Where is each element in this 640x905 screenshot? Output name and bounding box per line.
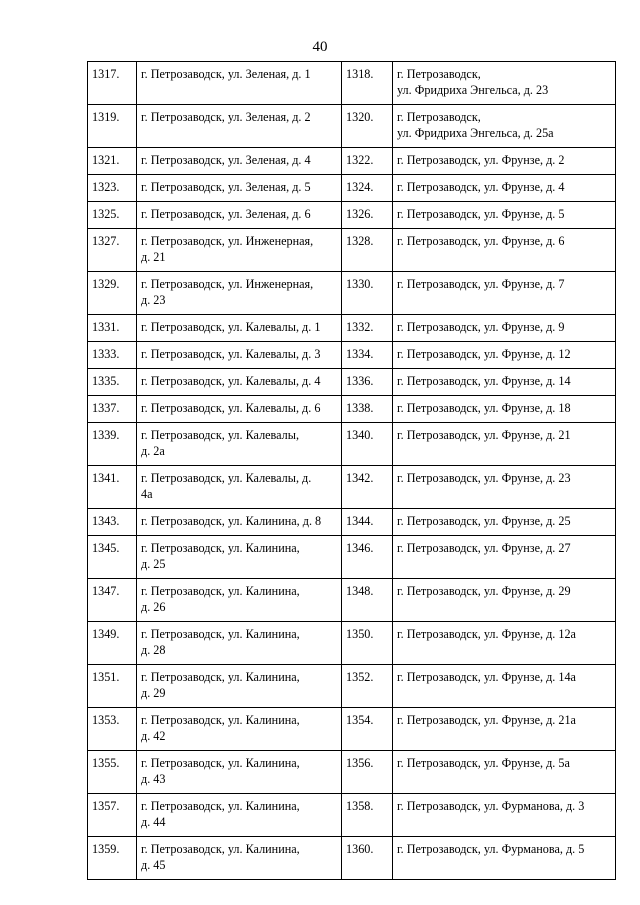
table-row <box>88 708 616 751</box>
entry-address: г. Петрозаводск, ул. Калевалы, д. 1 <box>137 315 342 342</box>
table-row <box>88 175 616 202</box>
table-row <box>88 62 616 105</box>
entry-number: 1349. <box>88 622 137 665</box>
entry-number: 1326. <box>342 202 393 229</box>
entry-address: г. Петрозаводск, ул. Фрунзе, д. 12а <box>393 622 616 665</box>
entry-address: г. Петрозаводск, ул. Зеленая, д. 2 <box>137 105 342 148</box>
entry-address: г. Петрозаводск, ул. Калинина, д. 43 <box>137 751 342 794</box>
table-row <box>88 536 616 579</box>
entry-number: 1327. <box>88 229 137 272</box>
entry-number: 1359. <box>88 837 137 880</box>
entry-number: 1352. <box>342 665 393 708</box>
table-row <box>88 369 616 396</box>
table-row <box>88 622 616 665</box>
entry-number: 1324. <box>342 175 393 202</box>
entry-address: г. Петрозаводск, ул. Инженерная, д. 21 <box>137 229 342 272</box>
entry-number: 1325. <box>88 202 137 229</box>
entry-address: г. Петрозаводск, ул. Калевалы, д. 4 <box>137 369 342 396</box>
entry-number: 1334. <box>342 342 393 369</box>
entry-address: г. Петрозаводск, ул. Калевалы, д. 4а <box>137 466 342 509</box>
entry-number: 1318. <box>342 62 393 105</box>
entry-number: 1330. <box>342 272 393 315</box>
entry-number: 1356. <box>342 751 393 794</box>
entry-number: 1342. <box>342 466 393 509</box>
entry-number: 1340. <box>342 423 393 466</box>
entry-number: 1337. <box>88 396 137 423</box>
entry-address: г. Петрозаводск, ул. Фрунзе, д. 4 <box>393 175 616 202</box>
table-row <box>88 837 616 880</box>
table-row <box>88 466 616 509</box>
address-table-body <box>88 62 616 880</box>
entry-address: г. Петрозаводск, ул. Фридриха Энгельса, д. 23 <box>393 62 616 105</box>
table-row <box>88 751 616 794</box>
entry-address: г. Петрозаводск, ул. Фрунзе, д. 29 <box>393 579 616 622</box>
entry-address: г. Петрозаводск, ул. Фрунзе, д. 14а <box>393 665 616 708</box>
entry-number: 1320. <box>342 105 393 148</box>
entry-number: 1333. <box>88 342 137 369</box>
entry-address: г. Петрозаводск, ул. Зеленая, д. 4 <box>137 148 342 175</box>
entry-address: г. Петрозаводск, ул. Калевалы, д. 2а <box>137 423 342 466</box>
table-row <box>88 105 616 148</box>
table-row <box>88 229 616 272</box>
entry-address: г. Петрозаводск, ул. Фрунзе, д. 27 <box>393 536 616 579</box>
entry-number: 1339. <box>88 423 137 466</box>
entry-number: 1341. <box>88 466 137 509</box>
entry-number: 1358. <box>342 794 393 837</box>
entry-number: 1345. <box>88 536 137 579</box>
entry-address: г. Петрозаводск, ул. Фрунзе, д. 12 <box>393 342 616 369</box>
table-row <box>88 509 616 536</box>
entry-number: 1353. <box>88 708 137 751</box>
entry-number: 1344. <box>342 509 393 536</box>
entry-address: г. Петрозаводск, ул. Фрунзе, д. 23 <box>393 466 616 509</box>
table-row <box>88 342 616 369</box>
entry-address: г. Петрозаводск, ул. Фрунзе, д. 6 <box>393 229 616 272</box>
entry-address: г. Петрозаводск, ул. Калинина, д. 29 <box>137 665 342 708</box>
table-row <box>88 315 616 342</box>
entry-number: 1323. <box>88 175 137 202</box>
entry-number: 1321. <box>88 148 137 175</box>
entry-number: 1350. <box>342 622 393 665</box>
entry-address: г. Петрозаводск, ул. Фрунзе, д. 25 <box>393 509 616 536</box>
entry-address: г. Петрозаводск, ул. Зеленая, д. 5 <box>137 175 342 202</box>
entry-number: 1351. <box>88 665 137 708</box>
entry-number: 1329. <box>88 272 137 315</box>
entry-address: г. Петрозаводск, ул. Фрунзе, д. 21 <box>393 423 616 466</box>
entry-address: г. Петрозаводск, ул. Калинина, д. 42 <box>137 708 342 751</box>
entry-address: г. Петрозаводск, ул. Калинина, д. 25 <box>137 536 342 579</box>
entry-number: 1336. <box>342 369 393 396</box>
entry-number: 1360. <box>342 837 393 880</box>
entry-address: г. Петрозаводск, ул. Калинина, д. 44 <box>137 794 342 837</box>
entry-address: г. Петрозаводск, ул. Калинина, д. 28 <box>137 622 342 665</box>
entry-number: 1343. <box>88 509 137 536</box>
page-number: 40 <box>312 39 328 55</box>
table-row <box>88 579 616 622</box>
entry-address: г. Петрозаводск, ул. Зеленая, д. 1 <box>137 62 342 105</box>
table-row <box>88 396 616 423</box>
entry-address: г. Петрозаводск, ул. Фридриха Энгельса, д. 25а <box>393 105 616 148</box>
entry-number: 1348. <box>342 579 393 622</box>
entry-number: 1328. <box>342 229 393 272</box>
entry-address: г. Петрозаводск, ул. Калевалы, д. 3 <box>137 342 342 369</box>
entry-address: г. Петрозаводск, ул. Калинина, д. 8 <box>137 509 342 536</box>
table-row <box>88 272 616 315</box>
entry-address: г. Петрозаводск, ул. Фрунзе, д. 18 <box>393 396 616 423</box>
entry-address: г. Петрозаводск, ул. Фрунзе, д. 5а <box>393 751 616 794</box>
table-row <box>88 794 616 837</box>
entry-number: 1317. <box>88 62 137 105</box>
entry-number: 1319. <box>88 105 137 148</box>
entry-address: г. Петрозаводск, ул. Фрунзе, д. 7 <box>393 272 616 315</box>
entry-number: 1354. <box>342 708 393 751</box>
table-row <box>88 665 616 708</box>
entry-address: г. Петрозаводск, ул. Фрунзе, д. 9 <box>393 315 616 342</box>
entry-address: г. Петрозаводск, ул. Фрунзе, д. 2 <box>393 148 616 175</box>
address-table <box>87 61 616 880</box>
entry-number: 1357. <box>88 794 137 837</box>
table-row <box>88 423 616 466</box>
entry-number: 1338. <box>342 396 393 423</box>
entry-number: 1332. <box>342 315 393 342</box>
entry-number: 1346. <box>342 536 393 579</box>
entry-address: г. Петрозаводск, ул. Фрунзе, д. 21а <box>393 708 616 751</box>
entry-number: 1331. <box>88 315 137 342</box>
entry-number: 1355. <box>88 751 137 794</box>
entry-number: 1322. <box>342 148 393 175</box>
entry-address: г. Петрозаводск, ул. Фурманова, д. 5 <box>393 837 616 880</box>
entry-number: 1335. <box>88 369 137 396</box>
entry-address: г. Петрозаводск, ул. Калевалы, д. 6 <box>137 396 342 423</box>
entry-address: г. Петрозаводск, ул. Фурманова, д. 3 <box>393 794 616 837</box>
entry-address: г. Петрозаводск, ул. Инженерная, д. 23 <box>137 272 342 315</box>
entry-address: г. Петрозаводск, ул. Фрунзе, д. 14 <box>393 369 616 396</box>
table-row <box>88 202 616 229</box>
table-row <box>88 148 616 175</box>
entry-address: г. Петрозаводск, ул. Зеленая, д. 6 <box>137 202 342 229</box>
entry-number: 1347. <box>88 579 137 622</box>
entry-address: г. Петрозаводск, ул. Калинина, д. 45 <box>137 837 342 880</box>
entry-address: г. Петрозаводск, ул. Калинина, д. 26 <box>137 579 342 622</box>
entry-address: г. Петрозаводск, ул. Фрунзе, д. 5 <box>393 202 616 229</box>
